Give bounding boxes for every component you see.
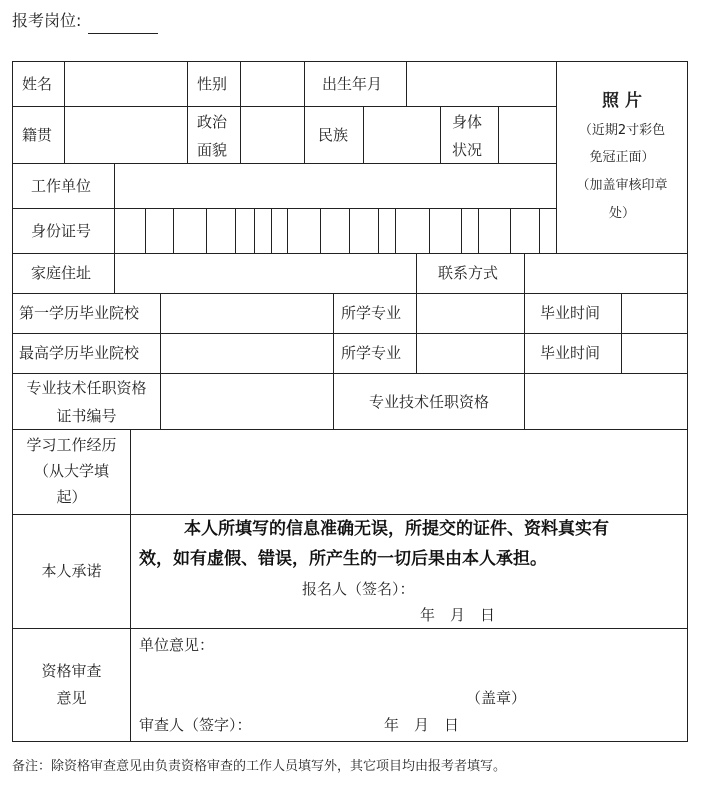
review-label: 资格审查 [41, 662, 102, 680]
tech-qual-field[interactable] [525, 374, 687, 429]
unit-opinion-field[interactable] [131, 656, 687, 686]
review-date: 年 月 日 [384, 716, 460, 734]
first-school-field[interactable] [161, 294, 333, 333]
tech-qual-label: 专业技术任职资格 [368, 393, 489, 411]
reviewer-label: 审查人（签字）： [139, 716, 252, 734]
political-field[interactable] [241, 107, 304, 163]
ethnicity-label: 民族 [318, 126, 349, 144]
position-label: 报考岗位: [12, 11, 82, 30]
seal-label: （盖章） [466, 689, 527, 707]
photo-note: （加盖审核印章 [576, 178, 668, 193]
cert-no-field[interactable] [161, 374, 333, 429]
photo-note: 处） [608, 206, 635, 221]
health-label: 身体 [452, 113, 483, 131]
signer-label: 报名人（签名）： [302, 580, 415, 598]
health-field[interactable] [499, 107, 556, 163]
history-field[interactable] [131, 430, 687, 514]
cert-no-label: 证书编号 [56, 407, 117, 425]
first-major-field[interactable] [417, 294, 524, 333]
pledge-text: 效，如有虚假、错误，所产生的一切后果由本人承担。 [139, 549, 547, 569]
political-label: 面貌 [197, 141, 228, 159]
pledge-text: 本人所填写的信息准确无误，所提交的证件、资料真实有 [184, 519, 609, 539]
photo-note: （近期2寸彩色 [578, 123, 666, 138]
cert-no-label: 专业技术任职资格 [26, 379, 147, 397]
reviewer-field[interactable] [265, 713, 375, 735]
footer-note: 备注：除资格审查意见由负责资格审查的工作人员填写外，其它项目均由报考者填写。 [12, 759, 507, 774]
home-address-field[interactable] [115, 254, 416, 293]
major-label: 所学专业 [341, 344, 402, 362]
photo-note: 免冠正面） [589, 150, 655, 165]
id-number-field[interactable] [115, 209, 556, 253]
pledge-date: 年 月 日 [420, 606, 496, 624]
native-place-field[interactable] [65, 107, 187, 163]
first-school-label: 第一学历毕业院校 [19, 304, 140, 322]
unit-opinion-label: 单位意见： [139, 636, 215, 654]
top-major-field[interactable] [417, 334, 524, 373]
photo-title: 照 片 [602, 91, 642, 111]
political-label: 政治 [197, 113, 228, 131]
major-label: 所学专业 [341, 304, 402, 322]
history-label: 学习工作经历 [26, 436, 117, 454]
home-address-label: 家庭住址 [31, 264, 92, 282]
contact-label: 联系方式 [438, 264, 499, 282]
pledge-label: 本人承诺 [41, 562, 102, 580]
birth-label: 出生年月 [322, 75, 383, 93]
contact-field[interactable] [525, 254, 687, 293]
grad-time-label: 毕业时间 [540, 304, 601, 322]
signer-field[interactable] [432, 578, 572, 600]
name-label: 姓名 [22, 75, 53, 93]
birth-field[interactable] [407, 62, 556, 106]
history-label: （从大学填 [33, 462, 109, 480]
first-grad-time-field[interactable] [622, 294, 687, 333]
id-number-label: 身份证号 [31, 222, 92, 240]
gender-field[interactable] [241, 62, 304, 106]
top-school-label: 最高学历毕业院校 [19, 344, 140, 362]
photo-box[interactable] [557, 62, 687, 253]
review-label: 意见 [56, 689, 87, 707]
name-field[interactable] [65, 62, 187, 106]
top-school-field[interactable] [161, 334, 333, 373]
native-place-label: 籍贯 [22, 126, 53, 144]
ethnicity-field[interactable] [364, 107, 440, 163]
top-grad-time-field[interactable] [622, 334, 687, 373]
work-unit-label: 工作单位 [31, 177, 92, 195]
health-label: 状况 [452, 141, 483, 159]
history-label: 起） [56, 488, 87, 506]
gender-label: 性别 [197, 75, 228, 93]
work-unit-field[interactable] [115, 164, 556, 208]
grad-time-label: 毕业时间 [540, 344, 601, 362]
